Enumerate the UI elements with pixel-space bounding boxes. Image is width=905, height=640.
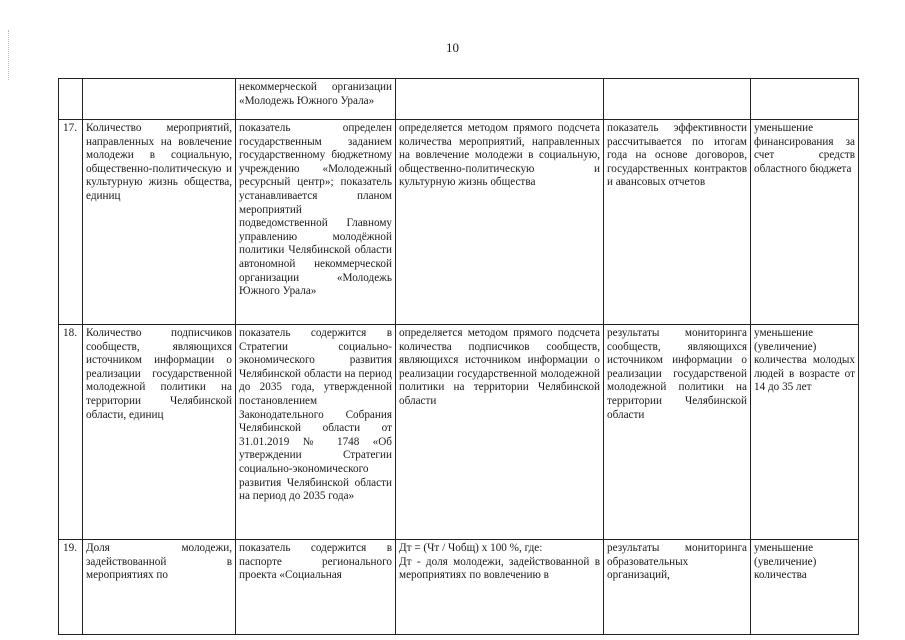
table-row	[59, 540, 859, 635]
reduction-cell: уменьшение финансирования за счет средств областного бюджета	[751, 120, 859, 325]
source-cell: некоммерческой организации «Молодежь Южного Урала»	[236, 79, 396, 120]
evaluation-cell	[604, 79, 751, 120]
table-row	[59, 120, 859, 325]
row-number: 18.	[59, 325, 83, 540]
reduction-cell	[751, 79, 859, 120]
indicator-cell: Количество мероприятий, направленных на вовлечение молодежи в социальную, общественно-политическую и культурную жизнь общества, единиц	[83, 120, 236, 325]
indicator-table	[58, 78, 859, 635]
method-cell	[396, 79, 604, 120]
row-number: 19.	[59, 540, 83, 635]
reduction-cell: уменьшение (увеличение) количества молодых людей в возрасте от 14 до 35 лет	[751, 325, 859, 540]
table-row	[59, 79, 859, 120]
indicator-cell	[83, 79, 236, 120]
evaluation-cell: результаты мониторинга сообществ, являющихся источником информации о реализации государственой молодежной политики на территории Челябинской области	[604, 325, 751, 540]
row-number	[59, 79, 83, 120]
source-cell: показатель содержится в паспорте регионального проекта «Социальная	[236, 540, 396, 635]
page-number: 10	[446, 40, 459, 55]
method-cell	[396, 540, 604, 635]
method-cell: определяется методом прямого подсчета количества подписчиков сообществ, являющихся источником информации о реализации государственной молодежной политики на территории Челябинской области	[396, 325, 604, 540]
source-cell: показатель определен государственным заданием государственному бюджетному учреждению «Молодежный ресурсный центр»; показатель устанавливается планом мероприятий подведомственной Главному управлению молодёжной политики Челябинской области автономной некоммерческой организации «Молодежь Южного Урала»	[236, 120, 396, 325]
indicator-cell: Доля молодежи, задействованной в мероприятиях по	[83, 540, 236, 635]
source-cell: показатель содержится в Стратегии социально-экономического развития Челябинской области на период до 2035 года, утвержденной постановлением Законодательного Собрания Челябинской области от 31.01.2019 № 1748 «Об утверждении Стратегии социально-экономического развития Челябинской области на период до 2035 года»	[236, 325, 396, 540]
formula-line: Дт = (Чт / Чобщ) х 100 %, где:	[399, 542, 543, 554]
method-text: Дт - доля молодежи, задействованной в мероприятиях по вовлечению в	[399, 555, 600, 582]
indicator-cell: Количество подписчиков сообществ, являющихся источником информации о реализации государственной молодежной политики на территории Челябинской области, единиц	[83, 325, 236, 540]
reduction-cell: уменьшение (увеличение) количества	[751, 540, 859, 635]
method-cell: определяется методом прямого подсчета количества мероприятий, направленных на вовлечение молодежи в социальную, общественно-политическую и культурную жизнь общества	[396, 120, 604, 325]
table-row	[59, 325, 859, 540]
evaluation-cell: показатель эффективности рассчитывается по итогам года на основе договоров, государственных контрактов и авансовых отчетов	[604, 120, 751, 325]
evaluation-cell: результаты мониторинга образовательных организаций,	[604, 540, 751, 635]
row-number: 17.	[59, 120, 83, 325]
